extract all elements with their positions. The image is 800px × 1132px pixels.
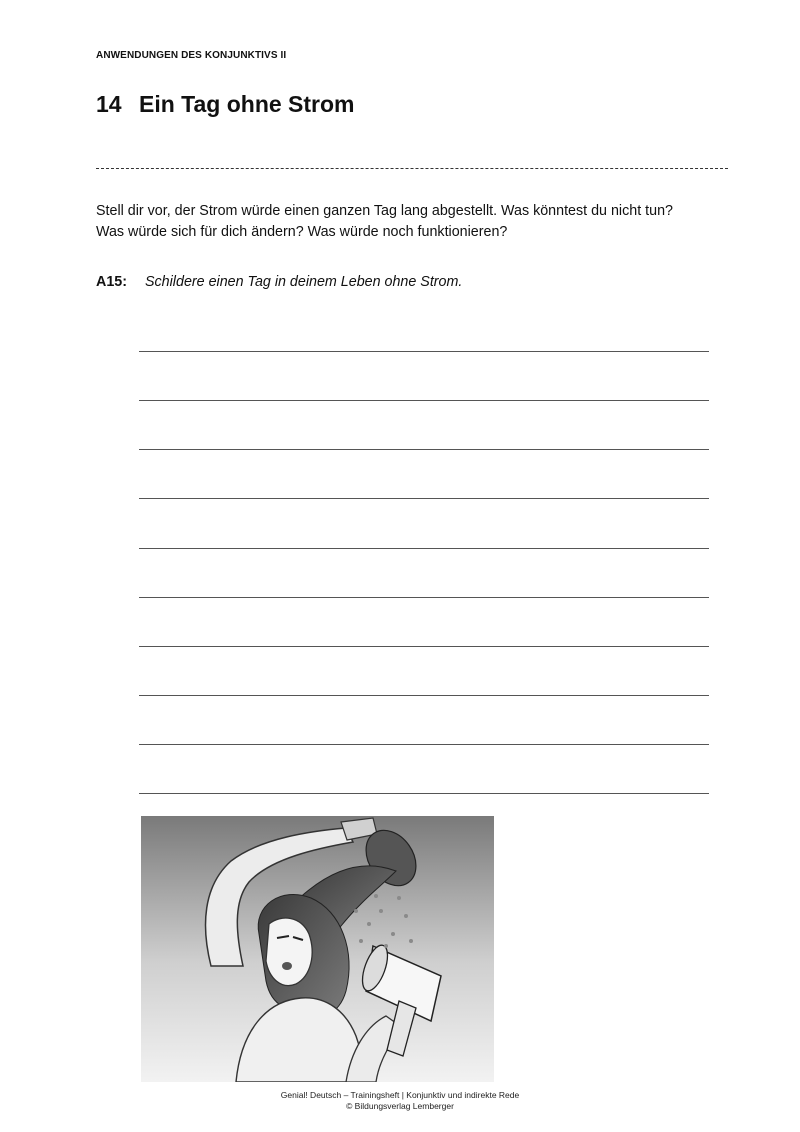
task-a15: [96, 274, 462, 290]
chapter-title: Ein Tag ohne Strom: [138, 91, 355, 117]
task-label: A15:: [96, 274, 127, 290]
writing-line[interactable]: [139, 695, 709, 696]
intro-line-1: Stell dir vor, der Strom würde einen ganzen Tag lang abgestellt. Was könntest du nicht tun?: [96, 203, 673, 219]
footer-line-2: © Bildungsverlag Lemberger: [346, 1101, 454, 1111]
writing-line[interactable]: [139, 597, 709, 598]
writing-line[interactable]: [139, 793, 709, 794]
page-title: [96, 91, 355, 118]
writing-line[interactable]: [139, 548, 709, 549]
writing-line[interactable]: [139, 744, 709, 745]
chapter-number: 14: [96, 91, 122, 117]
writing-line[interactable]: [139, 449, 709, 450]
intro-line-2: Was würde sich für dich ändern? Was würde noch funktionieren?: [96, 224, 508, 240]
dashed-divider: [96, 168, 728, 169]
writing-line[interactable]: [139, 351, 709, 352]
page-footer: [0, 1090, 800, 1112]
writing-line[interactable]: [139, 498, 709, 499]
footer-line-1: Genial! Deutsch – Trainingsheft | Konjunktiv und indirekte Rede: [280, 1090, 520, 1100]
writing-line[interactable]: [139, 400, 709, 401]
woman-blow-drying-hair-icon: [141, 816, 494, 1082]
writing-line[interactable]: [139, 646, 709, 647]
section-header: ANWENDUNGEN DES KONJUNKTIVS II: [96, 50, 287, 61]
task-instruction: Schildere einen Tag in deinem Leben ohne Strom.: [145, 274, 463, 290]
intro-text: [96, 201, 736, 243]
